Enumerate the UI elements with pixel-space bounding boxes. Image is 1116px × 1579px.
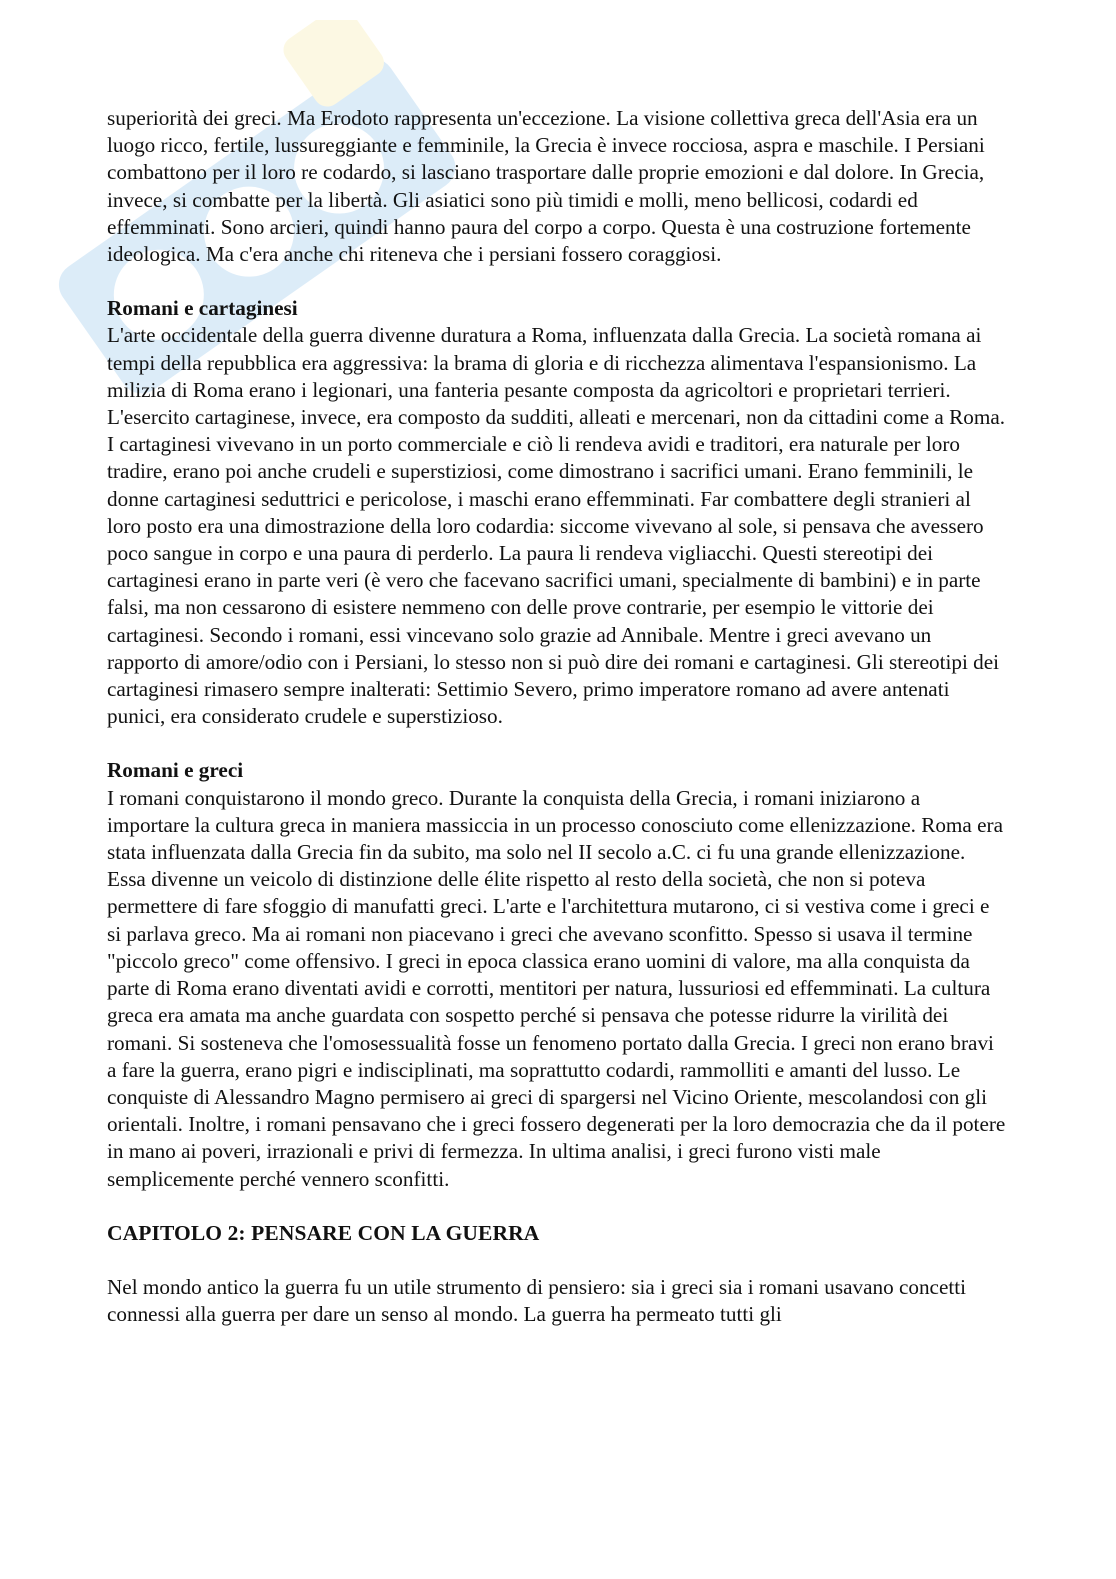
- spacer: [107, 1247, 1007, 1274]
- section-body-romani-greci: I romani conquistarono il mondo greco. Durante la conquista della Grecia, i romani iniziarono a importare la cultura greca in maniera massiccia in un processo conosciuto come ellenizzazione. Roma era stata influenzata dalla Grecia fin da subito, ma solo nel II secolo a.C. ci fu una grande ellenizzazione. Essa divenne un veicolo di distinzione delle élite rispetto al resto della società, che non si poteva permettere di fare sfoggio di manufatti greci. L'arte e l'architettura mutarono, ci si vestiva come i greci e si parlava greco. Ma ai romani non piacevano i greci che avevano sconfitto. Spesso si usava il termine "piccolo greco" come offensivo. I greci in epoca classica erano uomini di valore, ma alla conquista da parte di Roma erano diventati avidi e corrotti, mentitori per natura, lussuriosi ed effemminati. La cultura greca era amata ma anche guardata con sospetto perché si pensava che potesse ridurre la virilità dei romani. Si sosteneva che l'omosessualità fosse un fenomeno portato dalla Grecia. I greci non erano bravi a fare la guerra, erano pigri e indisciplinati, ma soprattutto codardi, rammolliti e amanti del lusso. Le conquiste di Alessandro Magno permisero ai greci di spargersi nel Vicino Oriente, mescolandosi con gli orientali. Inoltre, i romani pensavano che i greci fossero degenerati per la loro democrazia che da il potere in mano ai poveri, irrazionali e privi di fermezza. In ultima analisi, i greci furono visti male semplicemente perché vennero sconfitti.: [107, 785, 1006, 1191]
- spacer: [107, 730, 1007, 757]
- spacer: [107, 1193, 1007, 1220]
- spacer: [107, 268, 1007, 295]
- chapter-title: CAPITOLO 2: PENSARE CON LA GUERRA: [107, 1220, 540, 1245]
- section-title-romani-cartaginesi: Romani e cartaginesi: [107, 296, 298, 321]
- intro-paragraph: superiorità dei greci. Ma Erodoto rappresenta un'eccezione. La visione collettiva greca dell'Asia era un luogo ricco, fertile, lussureggiante e femminile, la Grecia è invece rocciosa, aspra e maschile. I Persiani combattono per il loro re codardo, si lasciano trasportare dalle proprie emozioni e dal dolore. In Grecia, invece, si combatte per la libertà. Gli asiatici sono più timidi e molli, meno bellicosi, codardi ed effemminati. Sono arcieri, quindi hanno paura del corpo a corpo. Questa è una costruzione fortemente ideologica. Ma c'era anche chi riteneva che i persiani fossero coraggiosi.: [107, 106, 985, 267]
- chapter-body: Nel mondo antico la guerra fu un utile strumento di pensiero: sia i greci sia i romani usavano concetti connessi alla guerra per dare un senso al mondo. La guerra ha permeato tutti gli: [107, 1274, 967, 1327]
- document-body: [107, 105, 1007, 1328]
- section-body-romani-cartaginesi: L'arte occidentale della guerra divenne duratura a Roma, influenzata dalla Grecia. La società romana ai tempi della repubblica era aggressiva: la brama di gloria e di ricchezza alimentava l'espansionismo. La milizia di Roma erano i legionari, una fanteria pesante composta da agricoltori e proprietari terrieri. L'esercito cartaginese, invece, era composto da sudditi, alleati e mercenari, non da cittadini come a Roma. I cartaginesi vivevano in un porto commerciale e ciò li rendeva avidi e traditori, era naturale per loro tradire, erano poi anche crudeli e superstiziosi, come dimostrano i sacrifici umani. Erano femminili, le donne cartaginesi seduttrici e pericolose, i maschi erano effemminati. Far combattere degli stranieri al loro posto era una dimostrazione della loro codardia: siccome vivevano al sole, si pensava che avessero poco sangue in corpo e una paura di perderlo. La paura li rendeva vigliacchi. Questi stereotipi dei cartaginesi erano in parte veri (è vero che facevano sacrifici umani, specialmente di bambini) e in parte falsi, ma non cessarono di esistere nemmeno con delle prove contrarie, per esempio le vittorie dei cartaginesi. Secondo i romani, essi vincevano solo grazie ad Annibale. Mentre i greci avevano un rapporto di amore/odio con i Persiani, lo stesso non si può dire dei romani e cartaginesi. Gli stereotipi dei cartaginesi rimasero sempre inalterati: Settimio Severo, primo imperatore romano ad avere antenati punici, era considerato crudele e superstizioso.: [107, 323, 1006, 729]
- section-title-romani-greci: Romani e greci: [107, 758, 244, 783]
